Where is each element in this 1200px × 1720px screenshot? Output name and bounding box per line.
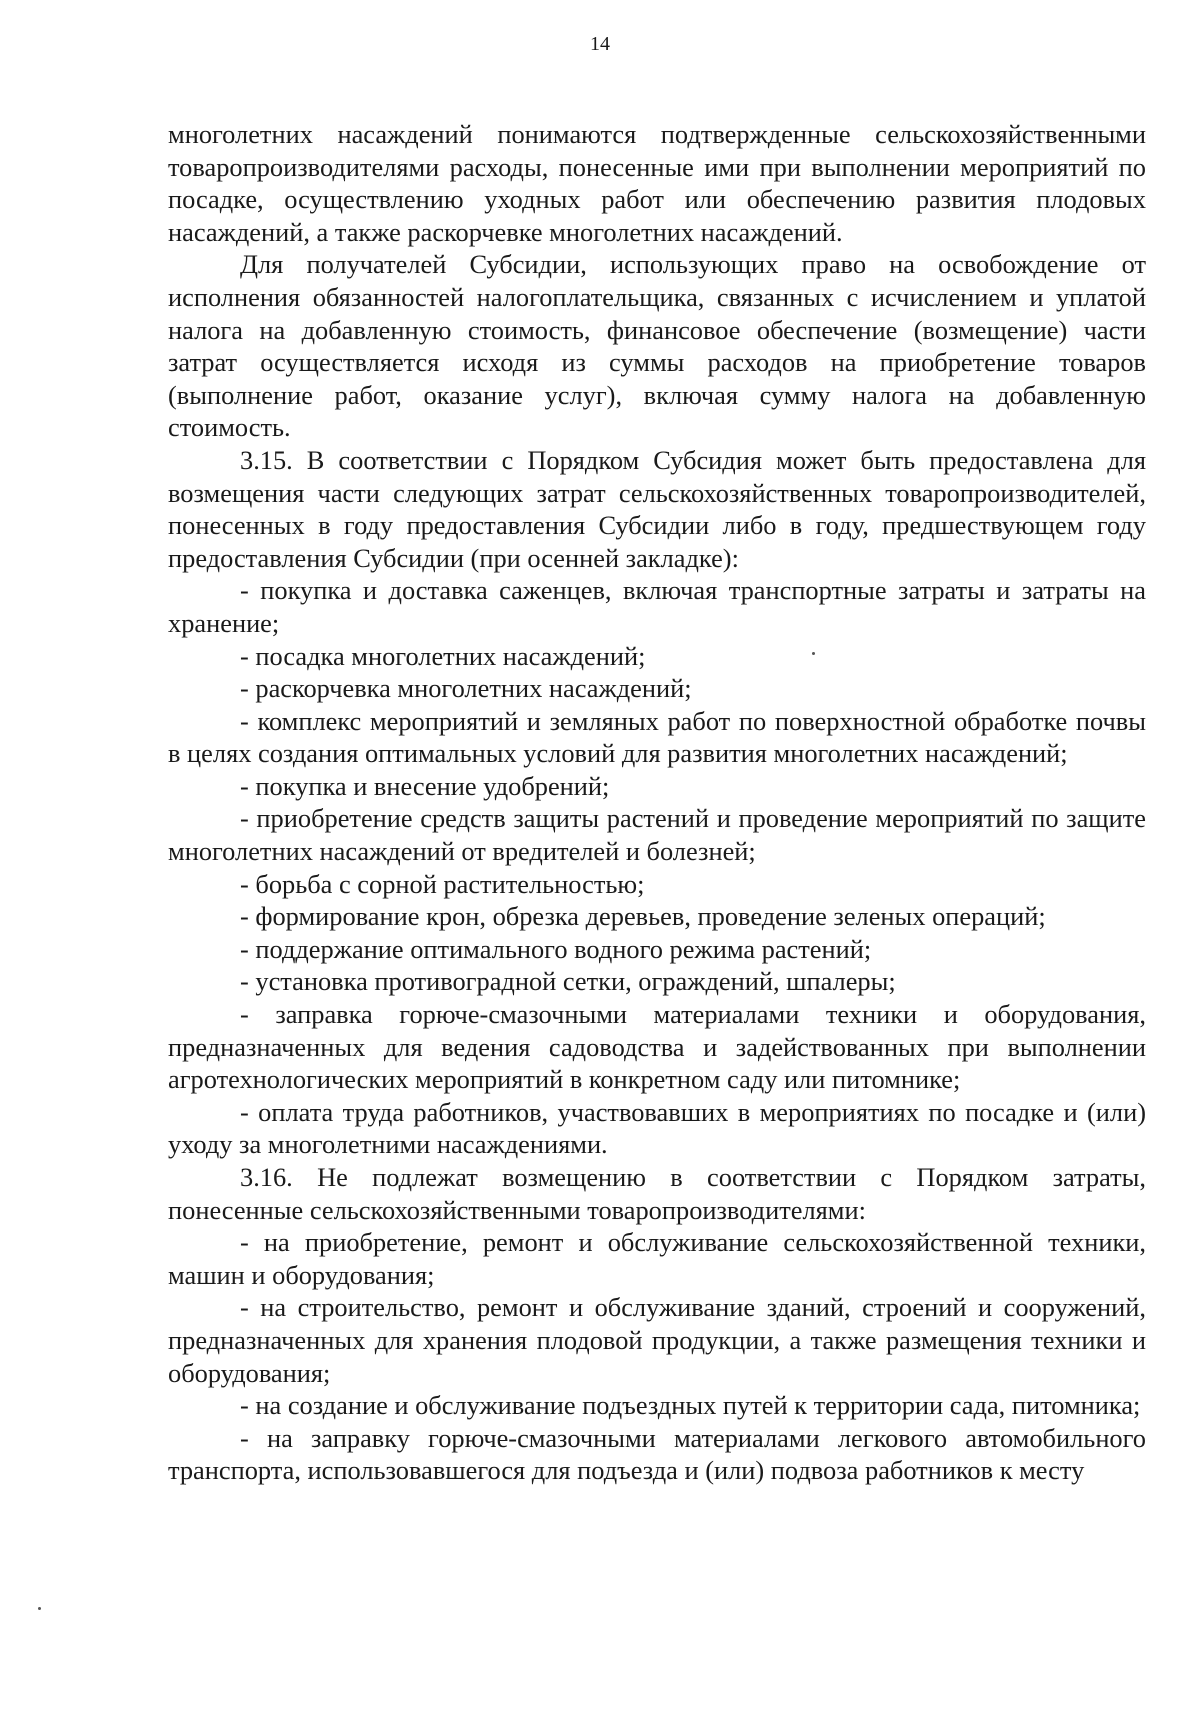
list-item: - покупка и внесение удобрений; bbox=[240, 770, 610, 801]
list-item: - оплата труда работников, участвовавших в мероприятиях по посадке и (или) уходу за многолетними насаждениями. bbox=[168, 1096, 1146, 1160]
paragraph: Для получателей Субсидии, использующих право на освобождение от исполнения обязанностей налогоплательщика, связанных с исчислением и уплатой налога на добавленную стоимость, финансовое обеспечение (возмещение) части затрат осуществляется исходя из суммы расходов на приобретение товаров (выполнение работ, оказание услуг), включая сумму налога на добавленную стоимость. bbox=[168, 249, 1146, 443]
list-item: - приобретение средств защиты растений и проведение мероприятий по защите многолетних насаждений от вредителей и болезней; bbox=[168, 803, 1146, 867]
list-item: - на приобретение, ремонт и обслуживание сельскохозяйственной техники, машин и оборудования; bbox=[168, 1227, 1146, 1290]
list-item: - на заправку горюче-смазочными материалами легкового автомобильного транспорта, использовавшегося для подъезда и (или) подвоза работников к месту bbox=[168, 1422, 1146, 1486]
scan-speck bbox=[38, 1607, 41, 1610]
list-item: - борьба с сорной растительностью; bbox=[240, 868, 645, 899]
list-item: - на строительство, ремонт и обслуживание зданий, строений и сооружений, предназначенных для хранения плодовой продукции, а также размещения техники и оборудования; bbox=[168, 1292, 1146, 1388]
section-3-15-paragraph: 3.15. В соответствии с Порядком Субсидия может быть предоставлена для возмещения части следующих затрат сельскохозяйственных товаропроизводителей, понесенных в году предоставления Субсидии либо в году, предшествующем году предоставления Субсидии (при осенней закладке): bbox=[168, 444, 1146, 573]
list-item: - на создание и обслуживание подъездных путей к территории сада, питомника; bbox=[240, 1390, 1141, 1421]
list-item: - заправка горюче-смазочными материалами техники и оборудования, предназначенных для ведения садоводства и задействованных при выполнении агротехнологических мероприятий в конкретном саду или питомнике; bbox=[168, 999, 1146, 1095]
list-item: - поддержание оптимального водного режима растений; bbox=[240, 933, 872, 964]
list-item: - установка противоградной сетки, ограждений, шпалеры; bbox=[240, 966, 896, 997]
list-item: - комплекс мероприятий и земляных работ по поверхностной обработке почвы в целях создания оптимальных условий для развития многолетних насаждений; bbox=[168, 705, 1146, 769]
document-body bbox=[168, 118, 1146, 1487]
list-item: - раскорчевка многолетних насаждений; bbox=[240, 673, 692, 704]
list-item: - посадка многолетних насаждений; bbox=[240, 640, 646, 671]
scan-speck bbox=[812, 652, 815, 655]
paragraph: многолетних насаждений понимаются подтвержденные сельскохозяйственными товаропроизводителями расходы, понесенные ими при выполнении мероприятий по посадке, осуществлению уходных работ или обеспечению развития плодовых насаждений, а также раскорчевке многолетних насаждений. bbox=[168, 119, 1146, 247]
section-3-16-paragraph: 3.16. Не подлежат возмещению в соответствии с Порядком затраты, понесенные сельскохозяйственными товаропроизводителями: bbox=[168, 1162, 1146, 1225]
list-item: - покупка и доставка саженцев, включая транспортные затраты и затраты на хранение; bbox=[168, 575, 1146, 638]
list-item: - формирование крон, обрезка деревьев, проведение зеленых операций; bbox=[240, 901, 1046, 932]
page-number: 14 bbox=[590, 33, 610, 55]
